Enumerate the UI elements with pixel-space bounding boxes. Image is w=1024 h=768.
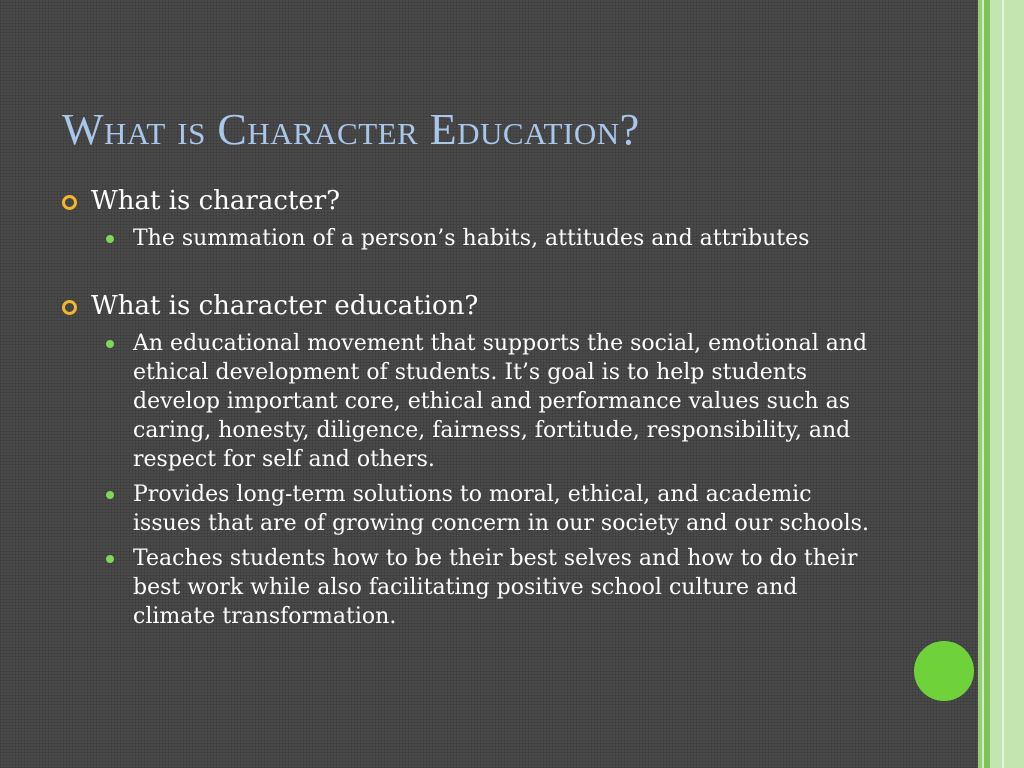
dot-bullet-icon (106, 340, 114, 348)
sub-bullet-list (106, 329, 872, 631)
border-stripe (990, 0, 1024, 768)
sub-bullet-item (106, 329, 872, 474)
bullet-item (62, 184, 872, 218)
sub-bullet-item (106, 544, 872, 631)
sub-bullet-item (106, 480, 872, 538)
section-spacer (62, 253, 872, 289)
slide-body (62, 184, 872, 631)
slide-title: What is Character Education? (62, 105, 640, 154)
sub-bullet-text: An educational movement that supports the social, emotional and ethical development of students. It’s goal is to help students develop important core, ethical and performance values such as caring, honesty, diligence, fairness, fortitude, responsibility, and respect for self and others. (133, 331, 868, 472)
sub-bullet-item (106, 224, 872, 253)
bullet-item (62, 289, 872, 323)
bullet-heading: What is character? (91, 186, 341, 216)
sub-bullet-text: The summation of a person’s habits, attitudes and attributes (133, 226, 810, 251)
sub-bullet-text: Teaches students how to be their best selves and how to do their best work while also facilitating positive school culture and climate transformation. (133, 546, 858, 629)
ring-bullet-icon (62, 195, 77, 210)
sub-bullet-list (106, 224, 872, 253)
sub-bullet-text: Provides long-term solutions to moral, ethical, and academic issues that are of growing concern in our society and our schools. (133, 482, 869, 536)
bullet-heading: What is character education? (91, 291, 479, 321)
green-circle-decoration (914, 641, 974, 701)
dot-bullet-icon (106, 555, 114, 563)
border-stripe (1002, 0, 1004, 768)
ring-bullet-icon (62, 300, 77, 315)
dot-bullet-icon (106, 491, 114, 499)
dot-bullet-icon (106, 235, 114, 243)
